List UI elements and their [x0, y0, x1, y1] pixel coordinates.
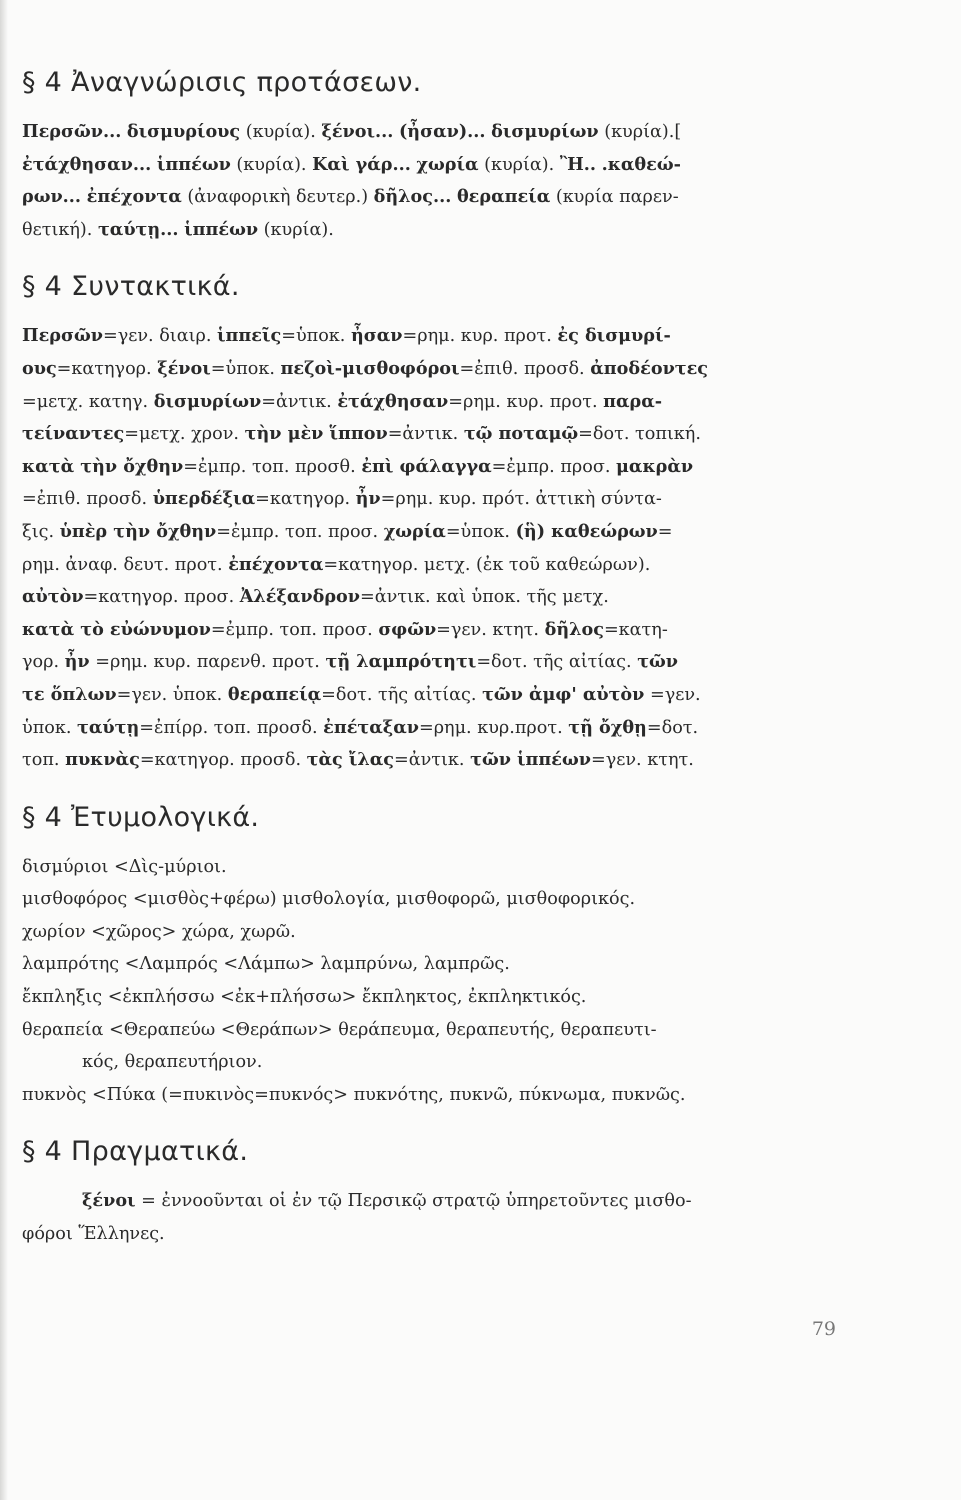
bold-term: ταύτῃ... — [97, 218, 179, 240]
text-line — [22, 1079, 851, 1112]
plain-text: (κυρία παρεν- — [550, 187, 679, 208]
plain-text: =ρημ. κυρ. παρενθ. προτ. — [89, 652, 326, 673]
plain-text: =ὑποκ. — [210, 358, 281, 379]
plain-text: =κατηγορ. — [255, 489, 356, 510]
bold-term: δισμυρίους — [126, 121, 241, 142]
plain-text: λαμπρότης <Λαμπρός <Λάμπω> λαμπρύνω, λαμπρῶς. — [22, 954, 510, 975]
plain-text: =κατηγορ. προσδ. — [139, 750, 307, 771]
plain-text: =δοτ. τῆς αἰτίας. — [476, 652, 638, 673]
plain-text: =ἐμπρ. τοπ. προσθ. — [183, 456, 362, 477]
text-line — [22, 883, 851, 916]
section-syntax — [22, 268, 851, 776]
bold-term: τὴν μὲν ἵππον — [244, 423, 388, 445]
section-recognition — [22, 64, 851, 246]
bold-term: πυκνὰς — [65, 749, 140, 771]
bold-term: ξένοι — [82, 1190, 136, 1212]
bold-term: Περσῶν — [22, 325, 103, 347]
bold-term: πεζοὶ-μισθοφόροι — [280, 357, 460, 379]
plain-text: (κυρία). — [258, 219, 334, 240]
text-line — [22, 581, 851, 614]
bold-term: τὰς ἴλας — [306, 749, 394, 771]
text-line — [22, 679, 851, 712]
plain-text: =γεν. ὑποκ. — [116, 684, 228, 705]
bold-term: ἱππεῖς — [217, 325, 282, 347]
plain-text: =ρημ. κυρ.προτ. — [418, 717, 569, 738]
text-line — [22, 1185, 851, 1218]
bold-term: τῷ ποταμῷ — [463, 423, 579, 445]
bold-term: ἐτάχθησαν... — [22, 153, 152, 175]
plain-text: =ρημ. κυρ. προτ. — [448, 391, 604, 412]
bold-term: ἱππέων — [184, 218, 259, 240]
text-line — [22, 614, 851, 647]
section-realia — [22, 1133, 851, 1250]
plain-text: θεραπεία <Θεραπεύω <Θεράπων> θεράπευμα, θεραπευτής, θεραπευτι- — [22, 1019, 657, 1040]
text-line — [22, 149, 851, 182]
plain-text: =ρημ. κυρ. πρότ. ἀττικὴ σύντα- — [380, 489, 662, 510]
plain-text: τοπ. — [22, 750, 66, 771]
plain-text: = ἐννοοῦνται οἱ ἐν τῷ Περσικῷ στρατῷ ὑπηρετοῦντες μισθο- — [135, 1191, 692, 1212]
bold-term: Περσῶν... — [22, 121, 122, 142]
bold-term: ἦν — [64, 651, 90, 673]
text-line — [22, 948, 851, 981]
plain-text: =ἐπίρρ. τοπ. προσδ. — [139, 717, 324, 738]
bold-term: αὐτὸν — [22, 586, 84, 608]
text-line — [22, 549, 851, 582]
plain-text: χωρίον <χῶρος> χώρα, χωρῶ. — [22, 921, 296, 942]
bold-term: τε ὅπλων — [22, 683, 117, 705]
text-line — [22, 712, 851, 745]
bold-term: κατὰ τὸ εὐώνυμον — [22, 618, 211, 640]
bold-term: ἐπέχοντα — [86, 186, 182, 208]
text-line — [22, 451, 851, 484]
plain-text: =ἀντικ. — [387, 424, 464, 445]
plain-text: =ἐπιθ. προσδ. — [22, 489, 153, 510]
text-line — [22, 116, 851, 149]
bold-term: ἦσαν — [351, 325, 403, 347]
section-heading: § 4 Συντακτικά. — [22, 271, 240, 303]
plain-text: ἔκπληξις <ἐκπλήσσω <ἐκ+πλήσσω> ἔκπληκτος, ἐκπληκτικός. — [22, 987, 587, 1008]
section-etymology — [22, 799, 851, 1112]
text-line — [22, 744, 851, 777]
plain-text: =ρημ. κυρ. προτ. — [402, 326, 558, 347]
plain-text: =ὑποκ. — [281, 326, 351, 347]
plain-text: ρημ. ἀναφ. δευτ. προτ. — [22, 554, 229, 575]
bold-term: ὑπερδέξια — [152, 488, 256, 510]
bold-term: τείναντες — [22, 423, 125, 445]
bold-term: ἐπὶ φάλαγγα — [361, 455, 492, 477]
plain-text: (κυρία). — [478, 154, 560, 175]
bold-term: τῶν ἀμφ' αὐτὸν — [482, 683, 645, 705]
bold-term: ξένοι — [157, 357, 211, 379]
bold-term: ἦν — [355, 488, 381, 510]
bold-term: μακρὰν — [616, 455, 694, 477]
text-line — [22, 516, 851, 549]
plain-text: =ἐμπρ. προσ. — [491, 456, 617, 477]
plain-text: (ἀναφορικὴ δευτερ.) — [181, 187, 374, 208]
section-heading: § 4 Πραγματικά. — [22, 1136, 249, 1168]
section-text — [22, 851, 851, 1112]
plain-text: δισμύριοι <Δὶς-μύριοι. — [22, 856, 227, 877]
bold-term: τῶν ἱππέων — [470, 749, 591, 771]
bold-term: χωρία — [383, 520, 446, 542]
text-line — [22, 851, 851, 884]
plain-text: ξις. — [22, 521, 60, 542]
plain-text: φόροι Ἕλληνες. — [22, 1224, 165, 1245]
plain-text: =ἀντικ. — [261, 391, 338, 412]
section-text — [22, 1185, 851, 1250]
plain-text: (κυρία).[ — [598, 122, 682, 142]
plain-text: =ἀντικ. καὶ ὑποκ. τῆς μετχ. — [360, 587, 609, 608]
indented-text: κός, θεραπευτήριον. — [82, 1052, 263, 1073]
bold-term: ρων... — [22, 186, 82, 208]
bold-term: Ἀλέξανδρον — [239, 586, 360, 608]
plain-text: =δοτ. — [646, 717, 699, 738]
text-line — [22, 386, 851, 419]
bold-term: ους — [22, 357, 57, 379]
page-number: 79 — [811, 1318, 836, 1340]
bold-term: θεραπεία — [456, 186, 551, 208]
bold-term: ξένοι... — [321, 121, 394, 142]
plain-text: μισθοφόρος <μισθὸς+φέρω) μισθολογία, μισθοφορῶ, μισθοφορικός. — [22, 889, 636, 910]
bold-term: ἐπέταξαν — [323, 716, 419, 738]
section-heading: § 4 Ἀναγνώρισις προτάσεων. — [22, 67, 422, 98]
plain-text: =μετχ. κατηγ. — [22, 391, 154, 412]
text-line — [22, 214, 851, 247]
bold-term: ἐπέχοντα — [228, 553, 324, 575]
plain-text: (κυρία). — [240, 122, 322, 142]
bold-term: ἀποδέοντες — [590, 357, 709, 379]
plain-text: =γεν. — [644, 684, 701, 705]
bold-term: ἐς δισμυρί- — [557, 325, 671, 347]
text-line — [22, 646, 851, 679]
section-heading: § 4 Ἐτυμολογικά. — [22, 801, 260, 833]
text-line — [22, 418, 851, 451]
plain-text: =γεν. διαιρ. — [102, 326, 218, 347]
bold-term: δῆλος... — [373, 186, 452, 208]
bold-term: (ἣ) καθεώρων — [515, 520, 658, 542]
bold-term: δισμυρίων — [491, 121, 599, 142]
bold-term: ἱππέων — [156, 153, 231, 175]
bold-term: τῇ ὄχθῃ — [568, 716, 647, 738]
plain-text: θετική). — [22, 219, 98, 240]
bold-term: θεραπείᾳ — [227, 683, 322, 705]
plain-text: =κατη- — [603, 619, 668, 640]
plain-text: =κατηγορ. μετχ. (ἐκ τοῦ καθεώρων). — [323, 554, 651, 575]
bold-term: ταύτῃ — [77, 716, 140, 738]
plain-text: =ἐπιθ. προσδ. — [459, 358, 591, 379]
bold-term: χωρία — [416, 153, 479, 175]
bold-term: τῇ λαμπρότητι — [325, 651, 477, 673]
bold-term: (ἦσαν)... — [398, 121, 486, 142]
plain-text: =ἀντικ. — [393, 750, 471, 771]
plain-text: = — [657, 521, 673, 542]
text-line — [22, 1218, 851, 1251]
bold-term: Ἢ.. — [559, 153, 596, 175]
bold-term: κατὰ τὴν ὄχθην — [22, 455, 184, 477]
section-text — [22, 116, 851, 246]
bold-term: ὑπὲρ τὴν ὄχθην — [59, 520, 217, 542]
bold-term: δῆλος — [544, 618, 604, 640]
plain-text: =ἐμπρ. τοπ. προσ. — [216, 521, 384, 542]
text-line — [22, 981, 851, 1014]
plain-text: =μετχ. χρον. — [124, 424, 245, 445]
bold-term: Καὶ γάρ... — [312, 153, 411, 175]
plain-text: =γεν. κτητ. — [590, 750, 694, 771]
plain-text: =κατηγορ. — [56, 358, 158, 379]
plain-text: =γεν. κτητ. — [436, 619, 545, 640]
bold-term: τῶν — [637, 651, 679, 673]
plain-text: =δοτ. τοπική. — [578, 424, 701, 445]
text-line — [22, 1014, 851, 1047]
text-line — [22, 353, 851, 386]
text-line — [22, 320, 851, 353]
plain-text: =κατηγορ. προσ. — [83, 587, 240, 608]
plain-text: γορ. — [22, 652, 65, 673]
plain-text: πυκνὸς <Πύκα (=πυκινὸς=πυκνός> πυκνότης, πυκνῶ, πύκνωμα, πυκνῶς. — [22, 1084, 686, 1105]
page-content — [22, 64, 851, 1251]
text-line — [22, 181, 851, 214]
bold-term: δισμυρίων — [153, 390, 262, 412]
plain-text: =ὑποκ. — [445, 521, 516, 542]
plain-text: ὑποκ. — [22, 717, 78, 738]
plain-text: =δοτ. τῆς αἰτίας. — [321, 684, 483, 705]
text-line — [22, 483, 851, 516]
text-line — [22, 916, 851, 949]
bold-term: παρα- — [603, 390, 663, 412]
text-line — [22, 1046, 851, 1079]
bold-term: σφῶν — [378, 618, 437, 640]
bold-term: .καθεώ- — [601, 153, 681, 175]
bold-term: ἐτάχθησαν — [337, 390, 449, 412]
plain-text: =ἐμπρ. τοπ. προσ. — [210, 619, 379, 640]
section-text — [22, 320, 851, 776]
plain-text: (κυρία). — [230, 154, 313, 175]
